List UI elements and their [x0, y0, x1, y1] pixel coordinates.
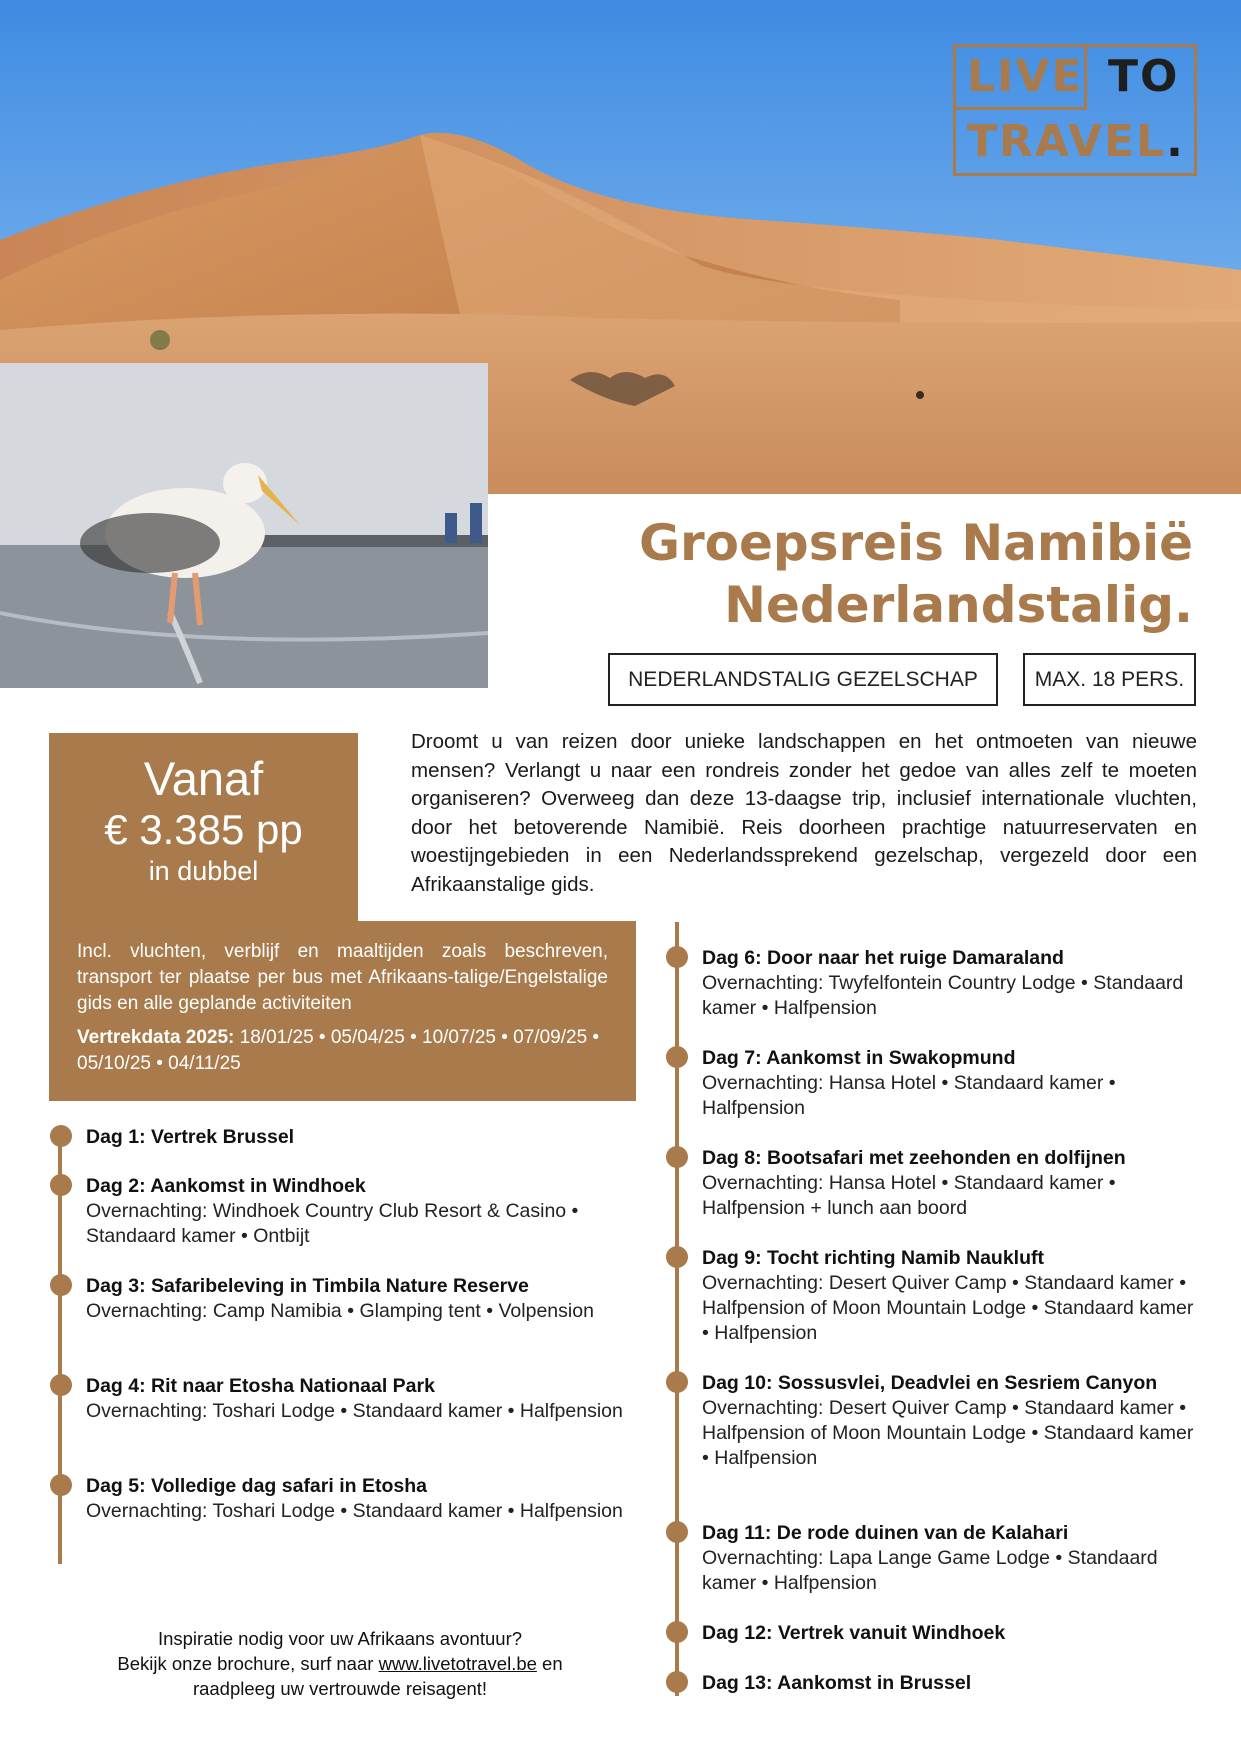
itinerary-day — [702, 1146, 1202, 1221]
live-to-travel-logo — [953, 44, 1197, 176]
day-title: Dag 1: Vertrek Brussel — [86, 1126, 295, 1148]
tag-max-persons: MAX. 18 PERS. — [1023, 653, 1196, 706]
includes-text: Incl. vluchten, verblijf en maaltijden zoals beschreven, transport ter plaatse per bus met Afrikaans-talige/Engelstalige gids en alle geplande activiteiten — [77, 941, 608, 1014]
includes-box — [49, 921, 636, 1101]
itinerary-day — [702, 1521, 1202, 1596]
day-title: Dag 11: De rode duinen van de Kalahari — [702, 1522, 1069, 1544]
timeline-dot-icon — [666, 1621, 688, 1643]
trip-title-line2: Nederlandstalig. — [724, 576, 1193, 634]
timeline-dot-icon — [50, 1474, 72, 1496]
footer-note: Inspiratie nodig voor uw Afrikaans avontuur? Bekijk onze brochure, surf naar www.livetotravel.be en raadpleeg uw vertrouwde reisagent! — [117, 1628, 563, 1699]
price-amount: € 3.385 pp — [104, 805, 303, 853]
itinerary-day — [86, 1174, 626, 1249]
itinerary-day — [702, 946, 1202, 1021]
itinerary-day — [702, 1621, 1202, 1646]
itinerary-day — [702, 1246, 1202, 1346]
timeline-dot-icon — [666, 1671, 688, 1693]
day-title: Dag 10: Sossusvlei, Deadvlei en Sesriem Canyon — [702, 1372, 1158, 1394]
day-accommodation: Overnachting: Desert Quiver Camp • Standaard kamer • Halfpension of Moon Mountain Lodge • Standaard kamer • Halfpension — [702, 1272, 1194, 1344]
day-title: Dag 2: Aankomst in Windhoek — [86, 1175, 366, 1197]
day-accommodation: Overnachting: Windhoek Country Club Resort & Casino • Standaard kamer • Ontbijt — [86, 1200, 579, 1247]
itinerary-day — [86, 1125, 626, 1150]
day-title: Dag 5: Volledige dag safari in Etosha — [86, 1475, 427, 1497]
day-accommodation: Overnachting: Hansa Hotel • Standaard kamer • Halfpension — [702, 1072, 1116, 1119]
day-accommodation: Overnachting: Desert Quiver Camp • Standaard kamer • Halfpension of Moon Mountain Lodge • Standaard kamer • Halfpension — [702, 1397, 1194, 1469]
day-accommodation: Overnachting: Twyfelfontein Country Lodge • Standaard kamer • Halfpension — [702, 972, 1184, 1019]
day-title: Dag 13: Aankomst in Brussel — [702, 1672, 972, 1694]
day-title: Dag 3: Safaribeleving in Timbila Nature Reserve — [86, 1275, 529, 1297]
itinerary-day — [86, 1374, 626, 1424]
timeline-dot-icon — [666, 1046, 688, 1068]
price-sub: in dubbel — [148, 856, 259, 887]
day-accommodation: Overnachting: Hansa Hotel • Standaard kamer • Halfpension + lunch aan boord — [702, 1172, 1116, 1219]
day-title: Dag 8: Bootsafari met zeehonden en dolfijnen — [702, 1147, 1126, 1169]
timeline-dot-icon — [50, 1274, 72, 1296]
timeline-dot-icon — [666, 1146, 688, 1168]
logo-to: TO — [1108, 51, 1180, 102]
price-box — [49, 733, 358, 923]
itinerary-day — [702, 1671, 1202, 1696]
timeline-dot-icon — [666, 1521, 688, 1543]
timeline-dot-icon — [666, 1246, 688, 1268]
day-title: Dag 9: Tocht richting Namib Naukluft — [702, 1247, 1044, 1269]
departure-dates: Vertrekdata 2025: 18/01/25 • 05/04/25 • 10/07/25 • 07/09/25 • 05/10/25 • 04/11/25 — [77, 1027, 600, 1074]
website-link[interactable]: www.livetotravel.be — [378, 1653, 537, 1674]
itinerary-day — [86, 1274, 626, 1324]
trip-title — [493, 512, 1193, 636]
timeline-dot-icon — [666, 1371, 688, 1393]
tag-dutch-company: NEDERLANDSTALIG GEZELSCHAP — [608, 653, 998, 706]
itinerary-day — [702, 1371, 1202, 1471]
price-label: Vanaf — [143, 752, 264, 805]
day-accommodation: Overnachting: Lapa Lange Game Lodge • Standaard kamer • Halfpension — [702, 1547, 1158, 1594]
day-accommodation: Overnachting: Camp Namibia • Glamping tent • Volpension — [86, 1300, 594, 1322]
timeline-dot-icon — [50, 1374, 72, 1396]
trip-title-line1: Groepsreis Namibië — [638, 514, 1193, 572]
day-title: Dag 12: Vertrek vanuit Windhoek — [702, 1622, 1006, 1644]
logo-live: LIVE — [967, 51, 1084, 102]
day-title: Dag 4: Rit naar Etosha Nationaal Park — [86, 1375, 435, 1397]
day-title: Dag 7: Aankomst in Swakopmund — [702, 1047, 1016, 1069]
timeline-right — [675, 922, 679, 1696]
day-title: Dag 6: Door naar het ruige Damaraland — [702, 947, 1064, 969]
intro-text: Droomt u van reizen door unieke landschappen en het ontmoeten van nieuwe mensen? Verlangt u naar een rondreis zonder het gedoe van alles zelf te moeten organiseren? Overweeg dan deze 13-daagse trip, inclusief internationale vluchten, door het betoverende Namibië. Reis doorheen prachtige natuurreservaten en woestijngebieden in een Nederlandssprekend gezelschap, vergezeld door een Afrikaanstalige gids. — [411, 730, 1197, 896]
itinerary-day — [702, 1046, 1202, 1121]
itinerary-day — [86, 1474, 626, 1524]
day-accommodation: Overnachting: Toshari Lodge • Standaard kamer • Halfpension — [86, 1500, 623, 1522]
timeline-dot-icon — [50, 1174, 72, 1196]
pelican-harbour-photo — [0, 363, 488, 688]
timeline-dot-icon — [50, 1125, 72, 1147]
day-accommodation: Overnachting: Toshari Lodge • Standaard kamer • Halfpension — [86, 1400, 623, 1422]
logo-travel: TRAVEL. — [967, 116, 1185, 167]
timeline-dot-icon — [666, 946, 688, 968]
